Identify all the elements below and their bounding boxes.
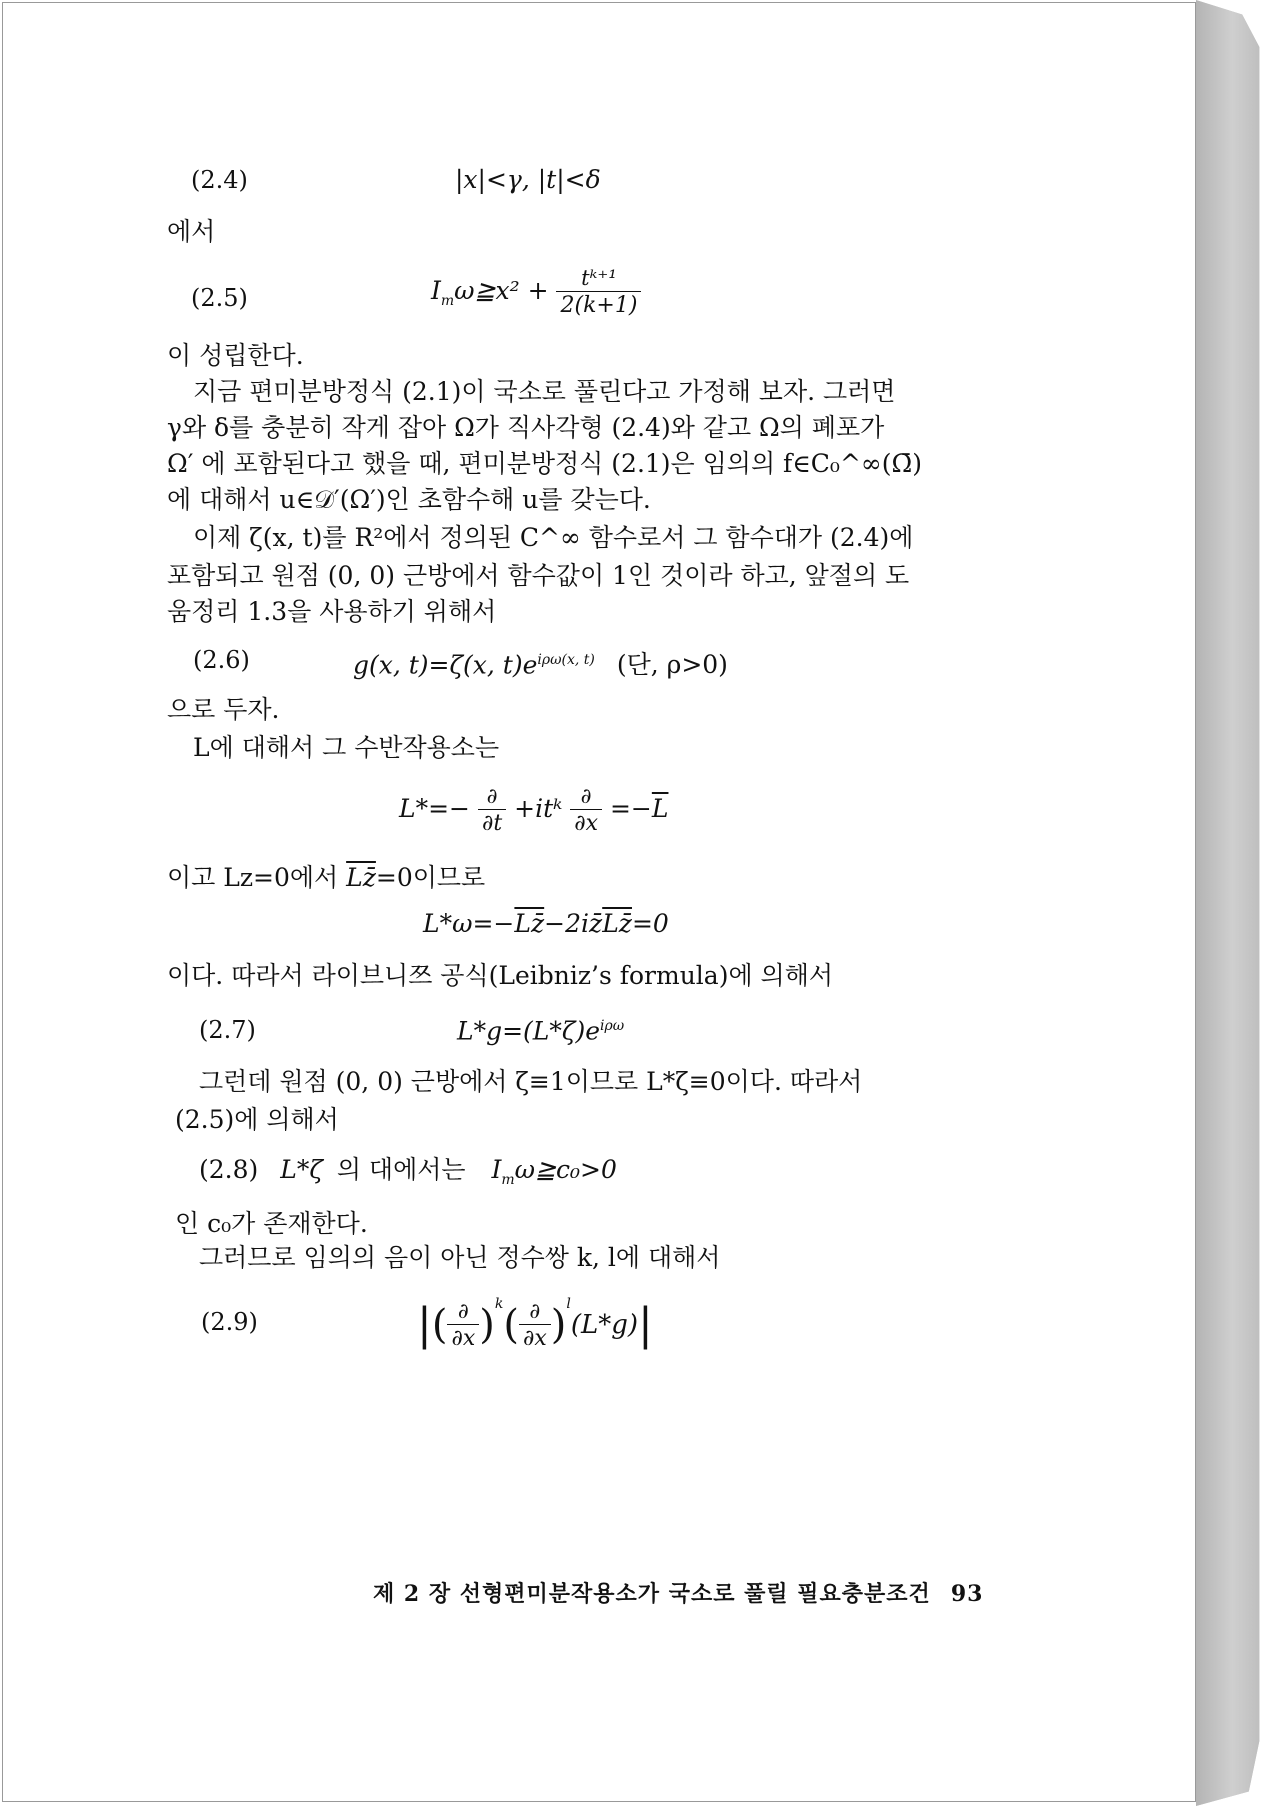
fraction-denominator: 2(k+1) [556,291,641,320]
eq-term: Lz̄ [514,909,545,938]
eq-term: I [491,1155,502,1184]
fraction [519,1298,551,1353]
abs-bar-right: | [638,1299,653,1350]
text-span: 이고 Lz=0에서 [167,863,347,892]
equation-number: (2.4) [191,166,248,194]
paren-right: ) [479,1302,495,1348]
paren-left: ( [503,1302,519,1348]
text-line: 에서 [167,217,216,246]
eq-term: I [431,276,441,305]
equation-2-8 [199,1153,617,1197]
equation-lw [423,907,669,941]
equation-number: (2.7) [199,1016,256,1044]
text-line: (2.5)에 의해서 [175,1105,339,1134]
page-stack-edge [1196,0,1262,1806]
text-span: Lz̄ [346,863,376,892]
fraction-numerator: ∂ [486,784,498,808]
eq-term: Lz̄ [602,909,632,938]
fraction-numerator: tᵏ⁺¹ [581,266,617,290]
text-line: 포함되고 원점 (0, 0) 근방에서 함수값이 1인 것이라 하고, 앞절의 도 [167,561,910,590]
eq-term: =0 [631,909,669,938]
eq-term: (L*g) [570,1310,639,1340]
text-line: 지금 편미분방정식 (2.1)이 국소로 풀린다고 가정해 보자. 그러면 [193,377,896,406]
abs-bar-left: | [417,1299,432,1350]
fraction [556,265,641,320]
adjoint-operator-equation [399,783,668,838]
exponent-l: l [566,1296,571,1312]
fraction-denominator: ∂t [478,809,506,838]
equation-2-9 [417,1287,653,1353]
text-line: 이제 ζ(x, t)를 R²에서 정의된 C^∞ 함수로서 그 함수대가 (2.4)에 [193,523,914,552]
eq-term: L*=− [399,794,470,823]
paren-left: ( [431,1302,448,1348]
equation-number: (2.9) [201,1308,258,1336]
eq-subscript: m [440,293,455,309]
eq-term: 의 대에서는 [336,1155,466,1184]
equation-2-5 [431,265,641,320]
book-page [2,2,1196,1802]
equation-number: (2.8) [199,1155,259,1184]
eq-term: $\overline{L}$ [651,794,669,823]
text-line [167,861,485,895]
fraction-denominator: ∂x [447,1324,479,1353]
fraction [447,1298,479,1353]
chapter-title: 제 2 장 선형편미분작용소가 국소로 풀릴 필요충분조건 [373,1581,931,1607]
text-line: 그런데 원점 (0, 0) 근방에서 ζ≡1이므로 L*ζ≡0이다. 따라서 [199,1067,863,1096]
text-line: 그러므로 임의의 음이 아닌 정수쌍 k, l에 대해서 [199,1243,721,1272]
text-line: 으로 두자. [167,695,280,724]
eq-term: g(x, t)=ζ(x, t)e [353,650,538,680]
fraction [570,783,602,838]
fraction-numerator: ∂ [529,1298,541,1323]
equation-number: (2.6) [193,646,250,674]
text-line: γ와 δ를 충분히 작게 잡아 Ω가 직사각형 (2.4)와 같고 Ω의 폐포가 [167,413,885,442]
text-line: 인 c₀가 존재한다. [175,1209,368,1238]
eq-term: ω≧c₀>0 [514,1155,617,1184]
eq-term: L*g=(L*ζ)e [457,1016,601,1046]
text-line: 이 성립한다. [167,341,304,370]
fraction-denominator: ∂x [519,1324,551,1353]
text-line: 움정리 1.3을 사용하기 위해서 [167,597,497,626]
equation-number: (2.5) [191,284,248,312]
text-line: L에 대해서 그 수반작용소는 [193,733,500,762]
page-number: 93 [950,1581,984,1607]
paren-right: ) [550,1302,567,1348]
equation-2-4: |x|<γ, |t|<δ [455,165,601,194]
running-footer [373,1577,983,1608]
fraction-denominator: ∂x [570,809,602,838]
equation-2-7 [457,1009,624,1048]
fraction [478,783,506,838]
eq-term: −2iz̄ [544,909,603,938]
text-line: Ω′ 에 포함된다고 했을 때, 편미분방정식 (2.1)은 임의의 f∈C₀^∞(Ω̄) [167,449,922,478]
eq-superscript: iρω(x, t) [537,652,595,668]
exponent-k: k [494,1296,504,1312]
fraction-numerator: ∂ [457,1298,469,1323]
text-span: =0이므로 [375,863,486,892]
eq-superscript: iρω [600,1018,625,1034]
eq-subscript: m [501,1172,515,1188]
fraction-numerator: ∂ [580,784,592,808]
text-line: 이다. 따라서 라이브니쯔 공식(Leibniz’s formula)에 의해서 [167,961,833,990]
equation-2-6 [353,643,728,682]
eq-term: =− [609,794,652,823]
eq-condition: (단, ρ>0) [616,650,728,680]
eq-term: +itᵏ [514,794,563,823]
text-line: 에 대해서 u∈𝒟′(Ω′)인 초함수해 u를 갖는다. [167,485,651,514]
eq-term: L*ω=− [423,909,515,938]
eq-term: ω≧x² + [454,276,549,305]
eq-term: L*ζ [280,1155,323,1184]
